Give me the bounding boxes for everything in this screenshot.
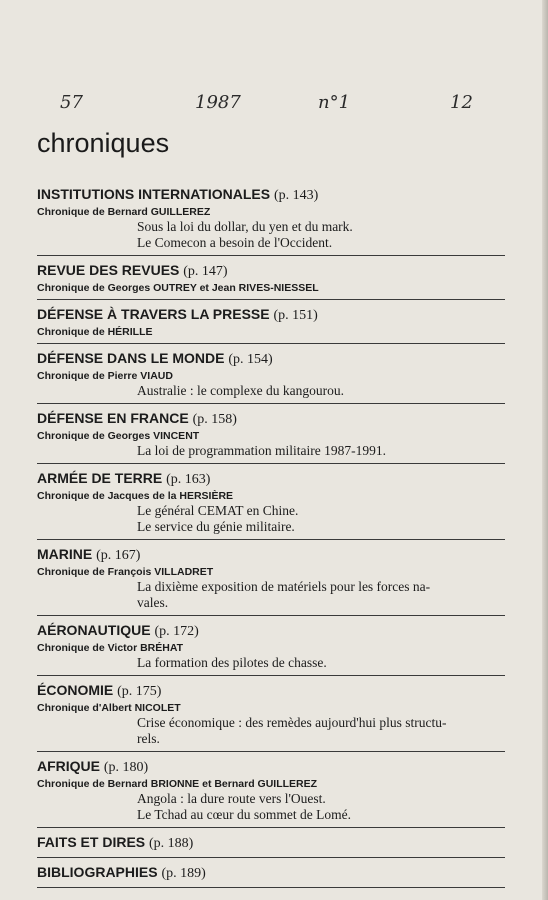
chronicle-summary <box>37 219 505 251</box>
chronicle-entry <box>37 860 505 888</box>
chronicle-author: Chronique de Georges VINCENT <box>37 430 200 442</box>
chronicle-heading <box>37 409 505 429</box>
chronicle-title: ÉCONOMIE <box>37 682 114 698</box>
chronicle-title: MARINE <box>37 546 93 562</box>
chronicle-entry <box>37 618 505 676</box>
chronicle-summary <box>37 655 505 671</box>
summary-line: La dixième exposition de matériels pour les forces na- <box>137 579 431 594</box>
chronicle-entry <box>37 258 505 300</box>
handwritten-note-3: n°1 <box>318 92 351 113</box>
chronicle-page-ref: (p. 180) <box>103 760 149 775</box>
chronicle-summary <box>37 791 505 823</box>
chronicle-summary <box>37 383 505 399</box>
handwritten-note-2: 1987 <box>195 92 241 113</box>
chronicle-summary <box>37 503 505 535</box>
chronicle-heading <box>37 681 505 701</box>
handwritten-note-1: 57 <box>60 92 83 113</box>
chronicle-title: DÉFENSE EN FRANCE <box>37 410 189 426</box>
chronicle-page-ref: (p. 175) <box>117 684 162 699</box>
chronicle-author: Chronique de Bernard BRIONNE et Bernard GUILLEREZ <box>37 778 318 790</box>
chronicle-title: REVUE DES REVUES <box>37 262 180 278</box>
chronicle-page-ref: (p. 167) <box>96 548 141 563</box>
chronicle-title: AFRIQUE <box>37 758 100 774</box>
chronicle-heading <box>37 469 505 489</box>
summary-line: Crise économique : des remèdes aujourd'hui plus structu- <box>137 715 447 730</box>
chronicle-heading <box>37 863 505 883</box>
chronicle-page-ref: (p. 163) <box>166 472 211 487</box>
chronicle-title: INSTITUTIONS INTERNATIONALES <box>37 186 271 202</box>
chronicle-author: Chronique de Pierre VIAUD <box>37 370 173 382</box>
chronicle-page-ref: (p. 143) <box>273 188 319 203</box>
summary-line: Le général CEMAT en Chine. <box>137 503 299 518</box>
chronicle-heading <box>37 305 505 325</box>
chronicle-summary <box>37 579 505 611</box>
summary-line: Le Tchad au cœur du sommet de Lomé. <box>137 807 351 822</box>
chronicle-entry <box>37 754 505 828</box>
summary-line: Le service du génie militaire. <box>137 519 295 534</box>
chronicle-author: Chronique de Georges OUTREY et Jean RIVES-NIESSEL <box>37 282 319 294</box>
chronicle-entry <box>37 466 505 540</box>
chronicle-title: BIBLIOGRAPHIES <box>37 864 158 880</box>
chronicle-author: Chronique de HÉRILLE <box>37 326 153 338</box>
summary-line: rels. <box>137 731 160 746</box>
chronicle-author: Chronique de Victor BRÉHAT <box>37 642 184 654</box>
chronicle-entry <box>37 406 505 464</box>
summary-line: Australie : le complexe du kangourou. <box>137 383 344 398</box>
chronicle-title: FAITS ET DIRES <box>37 834 146 850</box>
page-title: chroniques <box>37 128 170 158</box>
page-edge-shadow <box>542 0 548 900</box>
chronicle-heading <box>37 833 505 853</box>
chronicle-entry <box>37 542 505 616</box>
chronicle-author: Chronique d'Albert NICOLET <box>37 702 181 714</box>
chronicle-page-ref: (p. 158) <box>192 412 237 427</box>
chronicle-author: Chronique de Bernard GUILLEREZ <box>37 206 211 218</box>
chronicle-entry <box>37 346 505 404</box>
summary-line: La loi de programmation militaire 1987-1991. <box>137 443 386 458</box>
chronicle-heading <box>37 185 505 205</box>
chronicle-entry <box>37 678 505 752</box>
chronicle-author: Chronique de Jacques de la HERSIÈRE <box>37 490 234 502</box>
chronicle-page-ref: (p. 154) <box>228 352 273 367</box>
chronicle-heading <box>37 757 505 777</box>
chronicle-page-ref: (p. 151) <box>273 308 318 323</box>
chronicle-entry <box>37 182 505 256</box>
chronicle-title: ARMÉE DE TERRE <box>37 470 163 486</box>
chronicle-title: DÉFENSE À TRAVERS LA PRESSE <box>37 306 270 322</box>
chronicle-title: AÉRONAUTIQUE <box>37 622 151 638</box>
chronicle-title: DÉFENSE DANS LE MONDE <box>37 350 225 366</box>
handwritten-note-4: 12 <box>450 92 473 113</box>
chronicle-entry <box>37 830 505 858</box>
summary-line: Le Comecon a besoin de l'Occident. <box>137 235 333 250</box>
chronicle-heading <box>37 261 505 281</box>
summary-line: vales. <box>137 595 169 610</box>
summary-line: La formation des pilotes de chasse. <box>137 655 327 670</box>
chronicle-heading <box>37 349 505 369</box>
chronicle-page-ref: (p. 147) <box>183 264 228 279</box>
summary-line: Sous la loi du dollar, du yen et du mark. <box>137 219 353 234</box>
chronicle-summary <box>37 443 505 459</box>
chronicle-page-ref: (p. 188) <box>149 836 194 851</box>
chronicle-author: Chronique de François VILLADRET <box>37 566 214 578</box>
chronicle-page-ref: (p. 172) <box>154 624 199 639</box>
chronicles-list <box>37 182 505 890</box>
summary-line: Angola : la dure route vers l'Ouest. <box>137 791 326 806</box>
chronicle-summary <box>37 715 505 747</box>
chronicle-heading <box>37 545 505 565</box>
chronicle-entry <box>37 302 505 344</box>
chronicle-heading <box>37 621 505 641</box>
chronicle-page-ref: (p. 189) <box>161 866 206 881</box>
